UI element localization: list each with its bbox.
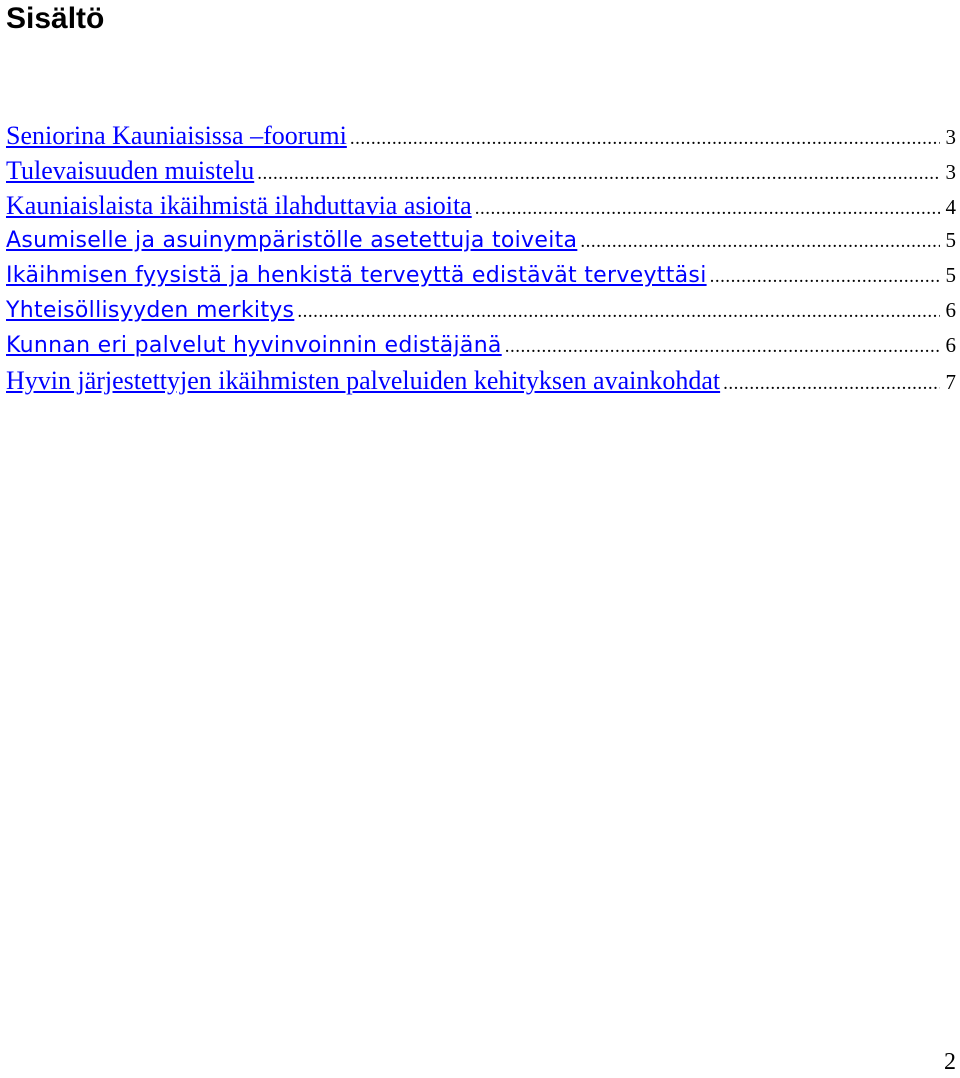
toc-dot-leader — [723, 366, 939, 401]
toc-entry — [6, 153, 960, 188]
toc-entry — [6, 363, 960, 398]
toc-dot-leader — [505, 329, 940, 364]
toc-link[interactable]: Yhteisöllisyyden merkitys — [6, 298, 295, 323]
toc-dot-leader — [297, 294, 939, 329]
toc-page-number: 3 — [945, 160, 956, 184]
toc-page-number: 5 — [945, 228, 956, 252]
toc-page-number: 6 — [945, 298, 956, 322]
toc-dot-leader — [710, 259, 940, 294]
toc-page-number: 7 — [945, 370, 956, 394]
toc-entry — [6, 223, 960, 258]
table-of-contents — [6, 118, 960, 398]
toc-link[interactable]: Tulevaisuuden muistelu — [6, 156, 255, 185]
toc-dot-leader — [475, 191, 940, 226]
toc-entry — [6, 328, 960, 363]
toc-link[interactable]: Kauniaislaista ikäihmistä ilahduttavia asioita — [6, 191, 472, 220]
toc-page-number: 6 — [945, 333, 956, 357]
toc-link[interactable]: Kunnan eri palvelut hyvinvoinnin edistäjänä — [6, 333, 502, 358]
toc-link[interactable]: Hyvin järjestettyjen ikäihmisten palveluiden kehityksen avainkohdat — [6, 366, 721, 395]
page-number: 2 — [944, 1049, 956, 1075]
toc-dot-leader — [350, 121, 940, 156]
toc-link[interactable]: Seniorina Kauniaisissa –foorumi — [6, 121, 347, 150]
toc-page-number: 5 — [945, 263, 956, 287]
toc-dot-leader — [580, 224, 939, 259]
toc-entry — [6, 118, 960, 153]
page-heading: Sisältö — [6, 2, 105, 35]
toc-link[interactable]: Asumiselle ja asuinympäristölle asetettuja toiveita — [6, 228, 578, 253]
toc-page-number: 4 — [945, 195, 956, 219]
toc-page-number: 3 — [945, 125, 956, 149]
toc-entry — [6, 188, 960, 223]
toc-entry — [6, 293, 960, 328]
toc-entry — [6, 258, 960, 293]
toc-dot-leader — [257, 156, 939, 191]
toc-link[interactable]: Ikäihmisen fyysistä ja henkistä terveyttä edistävät terveyttäsi — [6, 263, 707, 288]
